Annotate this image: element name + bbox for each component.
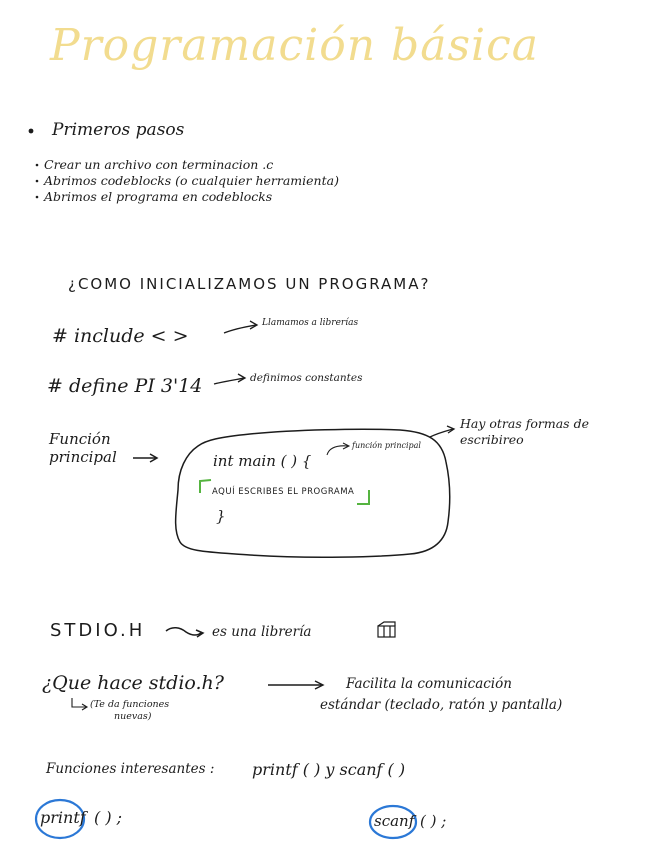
other-forms-note-text: Hay otras formas de escribireo (460, 416, 589, 447)
stdio-question: ¿Que hace stdio.h? (42, 672, 224, 694)
arrow-define-icon (214, 374, 245, 384)
bullet-dot (36, 196, 39, 199)
define-note: definimos constantes (250, 372, 363, 384)
library-icon (378, 622, 395, 637)
section2-heading: ¿COMO INICIALIZAMOS UN PROGRAMA? (68, 275, 431, 293)
stdio-desc: es una librería (212, 624, 312, 640)
function-label-line1: Función (49, 430, 111, 448)
closing-brace: } (216, 507, 226, 525)
page-title: Programación básica (50, 20, 539, 71)
printf-rest: ( ) ; (94, 808, 123, 827)
arrow-stdio-icon (166, 628, 203, 637)
arrow-main-note-icon (327, 443, 349, 455)
step-item: Abrimos el programa en codeblocks (44, 189, 273, 204)
open-bracket (200, 480, 211, 493)
answer-line2: estándar (teclado, ratón y pantalla) (320, 697, 563, 713)
body-text: AQUÍ ESCRIBES EL PROGRAMA (212, 487, 355, 497)
side-note-line2: nuevas) (114, 711, 152, 722)
functions-list: printf ( ) y scanf ( ) (252, 760, 406, 779)
bullet-dot (29, 129, 34, 134)
arrow-answer-icon (268, 681, 323, 689)
arrow-function-icon (133, 454, 157, 462)
stdio-title: STDIO.H (50, 620, 146, 641)
arrow-side-note-icon (72, 698, 87, 710)
include-note: Llamamos a librerías (262, 318, 359, 328)
bullet-dot (36, 180, 39, 183)
scanf-word: scanf (374, 812, 415, 830)
side-note-line1: (Te da funciones (90, 699, 170, 710)
other-forms-note (460, 416, 610, 448)
functions-label: Funciones interesantes : (46, 761, 215, 777)
bullet-dot (36, 164, 39, 167)
step-item: Crear un archivo con terminacion .c (44, 157, 274, 172)
arrow-other-forms-icon (430, 426, 454, 437)
function-label-line2: principal (49, 448, 117, 466)
define-code: # define PI 3'14 (47, 375, 203, 397)
main-note: función principal (352, 441, 421, 450)
arrow-include-icon (224, 321, 257, 333)
include-code: # include < > (52, 325, 189, 347)
printf-word: printf (40, 808, 86, 827)
close-bracket (357, 490, 369, 504)
main-code: int main ( ) { (213, 452, 312, 470)
section1-heading: Primeros pasos (52, 120, 185, 140)
step-item: Abrimos codeblocks (o cualquier herramienta) (44, 173, 339, 188)
scanf-rest: ( ) ; (420, 812, 447, 830)
answer-line1: Facilita la comunicación (346, 676, 512, 692)
